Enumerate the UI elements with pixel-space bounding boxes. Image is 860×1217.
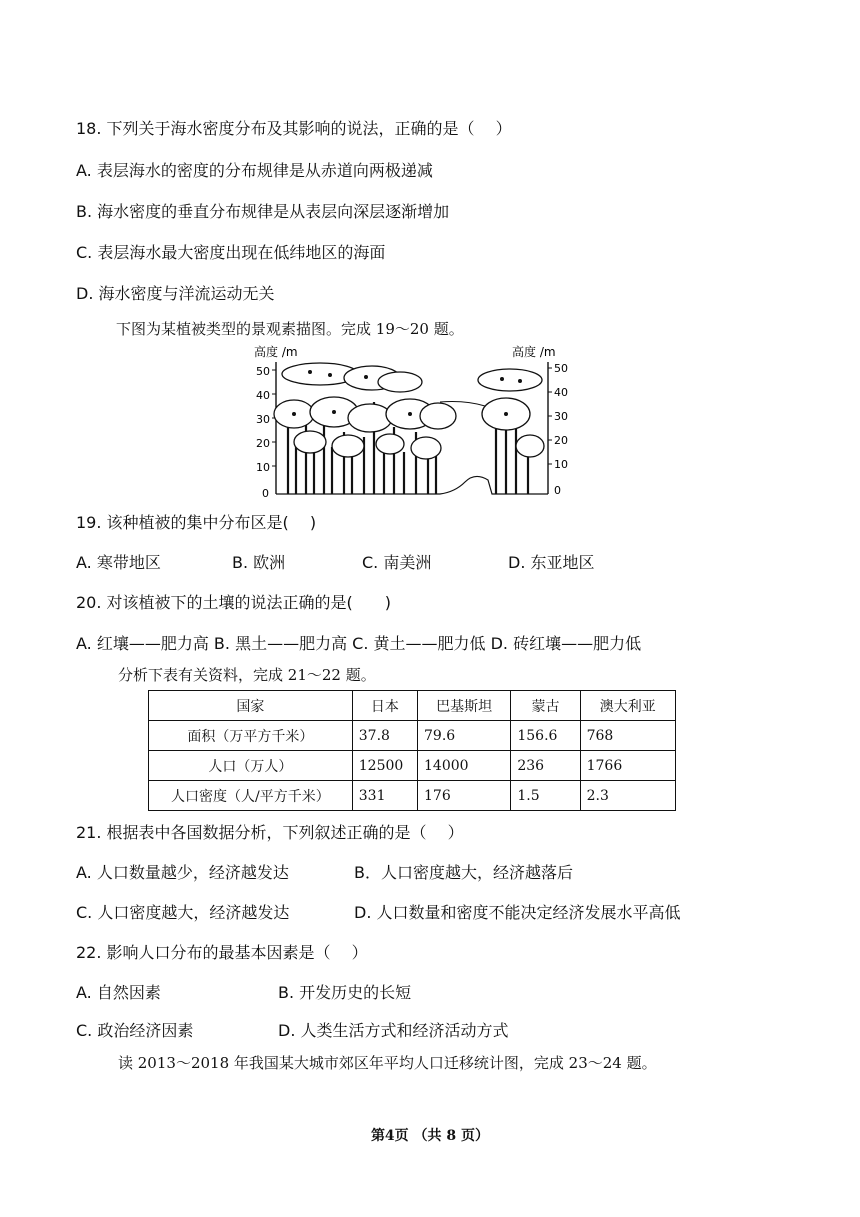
left-tick-0: 0 bbox=[262, 487, 269, 500]
q21-option-c: C. 人口密度越大，经济越发达 bbox=[76, 903, 290, 922]
q19-option-a: A. 寒带地区 bbox=[76, 553, 161, 572]
q19-option-c: C. 南美洲 bbox=[362, 553, 432, 572]
country-data-table bbox=[148, 690, 676, 811]
table-cell: 1766 bbox=[580, 751, 675, 781]
right-tick-40: 40 bbox=[554, 386, 568, 399]
left-tick-10: 10 bbox=[256, 461, 270, 474]
table-header-cell: 国家 bbox=[149, 691, 353, 721]
table-cell: 156.6 bbox=[511, 721, 580, 751]
q22-option-c: C. 政治经济因素 bbox=[76, 1021, 194, 1040]
q19-option-d: D. 东亚地区 bbox=[508, 553, 595, 572]
table-cell: 人口（万人） bbox=[149, 751, 353, 781]
q21-option-a: A. 人口数量越少，经济越发达 bbox=[76, 863, 289, 882]
q18-option-b: B. 海水密度的垂直分布规律是从表层向深层逐渐增加 bbox=[76, 202, 450, 221]
right-axis-label: 高度 /m bbox=[512, 345, 556, 359]
q18-option-d: D. 海水密度与洋流运动无关 bbox=[76, 284, 275, 303]
table-row bbox=[149, 781, 676, 811]
q22-option-b: B. 开发历史的长短 bbox=[278, 983, 412, 1002]
q21-option-d: D. 人口数量和密度不能决定经济发展水平高低 bbox=[354, 903, 681, 922]
table-cell: 236 bbox=[511, 751, 580, 781]
table-cell: 12500 bbox=[352, 751, 417, 781]
table-cell: 面积（万平方千米） bbox=[149, 721, 353, 751]
table-cell: 37.8 bbox=[352, 721, 417, 751]
q18-option-c: C. 表层海水最大密度出现在低纬地区的海面 bbox=[76, 243, 386, 262]
left-tick-50: 50 bbox=[256, 365, 270, 378]
q21-stem: 21. 根据表中各国数据分析，下列叙述正确的是（ ） bbox=[76, 823, 464, 842]
table-header-cell: 蒙古 bbox=[511, 691, 580, 721]
q20-options: A. 红壤——肥力高 B. 黑土——肥力高 C. 黄土——肥力低 D. 砖红壤——肥力低 bbox=[76, 634, 642, 653]
table-cell: 331 bbox=[352, 781, 417, 811]
right-tick-30: 30 bbox=[554, 410, 568, 423]
intro-23-24: 读 2013～2018 年我国某大城市郊区年平均人口迁移统计图，完成 23～24 题。 bbox=[118, 1054, 657, 1072]
table-cell: 79.6 bbox=[418, 721, 511, 751]
q19-stem: 19. 该种植被的集中分布区是( ) bbox=[76, 513, 317, 532]
page-footer: 第4页 （共 8 页） bbox=[370, 1128, 490, 1144]
left-tick-30: 30 bbox=[256, 413, 270, 426]
table-cell: 176 bbox=[418, 781, 511, 811]
tree-crowns bbox=[274, 363, 544, 459]
q20-stem: 20. 对该植被下的土壤的说法正确的是( ) bbox=[76, 593, 392, 612]
table-cell: 768 bbox=[580, 721, 675, 751]
q18-option-a: A. 表层海水的密度的分布规律是从赤道向两极递减 bbox=[76, 161, 433, 180]
table-cell: 2.3 bbox=[580, 781, 675, 811]
right-tick-10: 10 bbox=[554, 458, 568, 471]
table-header-row bbox=[149, 691, 676, 721]
table-cell: 1.5 bbox=[511, 781, 580, 811]
q21-option-b: B．人口密度越大，经济越落后 bbox=[354, 863, 573, 882]
table-row bbox=[149, 721, 676, 751]
q22-option-d: D. 人类生活方式和经济活动方式 bbox=[278, 1021, 509, 1040]
q19-option-b: B. 欧洲 bbox=[232, 553, 286, 572]
right-tick-0: 0 bbox=[554, 484, 561, 497]
table-header-cell: 日本 bbox=[352, 691, 417, 721]
table-cell: 人口密度（人/平方千米） bbox=[149, 781, 353, 811]
table-header-cell: 巴基斯坦 bbox=[418, 691, 511, 721]
table-header-cell: 澳大利亚 bbox=[580, 691, 675, 721]
intro-21-22: 分析下表有关资料，完成 21～22 题。 bbox=[118, 666, 376, 684]
table-row bbox=[149, 751, 676, 781]
q18-stem: 18. 下列关于海水密度分布及其影响的说法，正确的是（ ） bbox=[76, 119, 512, 138]
intro-19-20: 下图为某植被类型的景观素描图。完成 19～20 题。 bbox=[116, 320, 464, 338]
left-tick-40: 40 bbox=[256, 389, 270, 402]
table-cell: 14000 bbox=[418, 751, 511, 781]
q22-stem: 22. 影响人口分布的最基本因素是（ ） bbox=[76, 943, 368, 962]
left-tick-20: 20 bbox=[256, 437, 270, 450]
right-tick-50: 50 bbox=[554, 362, 568, 375]
right-tick-20: 20 bbox=[554, 434, 568, 447]
vegetation-sketch-figure bbox=[240, 342, 580, 502]
q22-option-a: A. 自然因素 bbox=[76, 983, 161, 1002]
left-axis-label: 高度 /m bbox=[254, 345, 298, 359]
